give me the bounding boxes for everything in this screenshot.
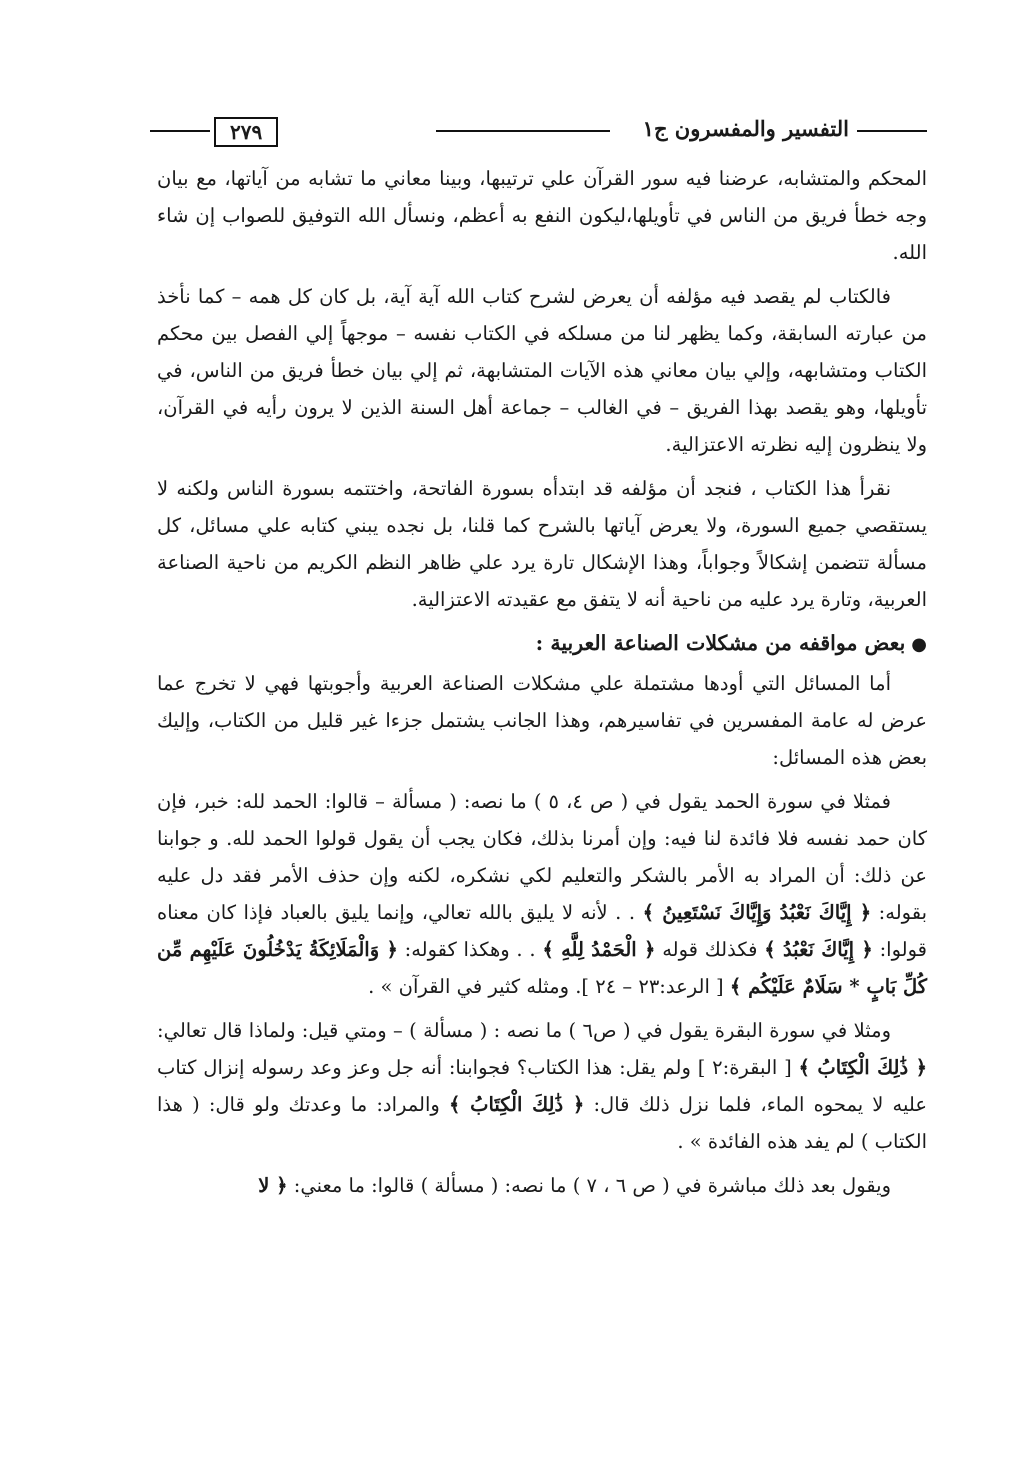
text-run: [ الرعد:٢٣ – ٢٤ ]. ومثله كثير في القرآن » . bbox=[368, 975, 730, 998]
paragraph-2: فالكتاب لم يقصد فيه مؤلفه أن يعرض لشرح كتاب الله آية آية، بل كان كل همه – كما نأخذ من عبارته السابقة، وكما يظهر لنا من مسلكه في الكتاب نفسه – موجهاً إلي الفصل بين محكم الكتاب ومتشابهه، وإلي بيان معاني هذه الآيات المتشابهة، ثم إلي بيان خطأ فريق من الناس، في تأويلها، وهو يقصد بهذا الفريق – في الغالب – جماعة أهل السنة الذين لا يرون رأيه في القرآن، ولا ينظرون إليه نظرته الاعتزالية. bbox=[157, 285, 927, 456]
quran-verse: ﴿ الْحَمْدُ لِلَّهِ ﴾ bbox=[542, 938, 656, 961]
section-heading-text: بعض مواقفه من مشكلات الصناعة العربية : bbox=[535, 631, 906, 655]
paragraph-1: المحكم والمتشابه، عرضنا فيه سور القرآن علي ترتيبها، وبينا معاني ما تشابه من آياتها، مع بيان وجه خطأ فريق من الناس في تأويلها،ليكون النفع به أعظم، ونسأل الله التوفيق للصواب إن شاء الله. bbox=[157, 167, 927, 264]
header-rule-left bbox=[150, 130, 210, 132]
bullet-icon: ● bbox=[911, 634, 927, 655]
quran-verse: ﴿ إِيَّاكَ نَعْبُدُ ﴾ bbox=[764, 938, 873, 961]
text-run: فمثلا في سورة الحمد يقول في ( ص ٤، ٥ ) ما نصه: ( مسألة – قالوا: الحمد لله: خبر، فإن كان حمد نفسه فلا فائدة لنا فيه: وإن أمرنا بذلك، فكان يجب أن يقول قولوا الحمد لله. و جوابنا عن ذلك: أن المراد به الأمر بالشكر والتعليم لكي نشكره، لكنه وإن حذف الأمر فقد دل عليه بقوله: bbox=[157, 790, 928, 924]
header-title: التفسير والمفسرون ج١ bbox=[642, 116, 849, 141]
text-run: والمراد: ما وعدتك ولو قال: ( هذا الكتاب ) لم يفد هذه الفائدة » . bbox=[157, 1093, 927, 1153]
page-number: ٢٧٩ bbox=[214, 117, 278, 147]
quran-verse: ﴿ إِيَّاكَ نَعْبُدُ وَإِيَّاكَ نَسْتَعِينُ ﴾ bbox=[642, 901, 872, 924]
quran-verse: ﴿ ذَٰلِكَ الْكِتَابُ ﴾ bbox=[798, 1056, 927, 1079]
paragraph-4: أما المسائل التي أودها مشتملة علي مشكلات الصناعة العربية وأجوبتها فهي لا تخرج عما عرض له عامة المفسرين في تفاسيرهم، وهذا الجانب يشتمل جزءا غير قليل من الكتاب، وإليك بعض هذه المسائل: bbox=[157, 672, 927, 769]
paragraph-6 bbox=[157, 1012, 927, 1160]
running-header bbox=[150, 116, 927, 150]
quran-verse: ﴿ لا bbox=[258, 1174, 288, 1197]
text-run: [ البقرة:٢ ] ولم يقل: هذا الكتاب؟ فجوابنا: أنه جل وعز وعد رسوله إنزال كتاب عليه لا يمحوه الماء، فلما نزل ذلك قال: bbox=[157, 1056, 927, 1116]
header-rule-middle bbox=[436, 130, 610, 132]
quran-verse: ﴿ وَالْمَلَائِكَةُ يَدْخُلُونَ عَلَيْهِم مِّن كُلِّ بَابٍ * سَلَامٌ عَلَيْكُم ﴾ bbox=[157, 938, 927, 998]
paragraph-3: نقرأ هذا الكتاب ، فنجد أن مؤلفه قد ابتدأه بسورة الفاتحة، واختتمه بسورة الناس ولكنه لا يستقصي جميع السورة، ولا يعرض آياتها بالشرح كما قلنا، بل نجده يبني كتابه علي مسائل، كل مسألة تتضمن إشكالاً وجواباً، وهذا الإشكال تارة يرد علي ظاهر النظم الكريم من ناحية الصناعة العربية، وتارة يرد عليه من ناحية أنه لا يتفق مع عقيدته الاعتزالية. bbox=[157, 477, 927, 611]
header-rule-right bbox=[857, 130, 927, 132]
text-run: ويقول بعد ذلك مباشرة في ( ص ٦ ، ٧ ) ما نصه: ( مسألة ) قالوا: ما معني: bbox=[287, 1174, 891, 1197]
text-run: ومثلا في سورة البقرة يقول في ( ص٦ ) ما نصه : ( مسألة ) – ومتي قيل: ولماذا قال تعالي: bbox=[157, 1019, 891, 1042]
text-run: . . لأنه لا يليق بالله تعالي، وإنما يليق بالعباد فإذا كان معناه قولوا: bbox=[157, 901, 927, 961]
section-heading bbox=[157, 625, 927, 663]
text-run: فكذلك قوله bbox=[655, 938, 765, 961]
paragraph-7 bbox=[157, 1167, 927, 1204]
paragraph-5 bbox=[157, 783, 927, 1005]
quran-verse: ﴿ ذَٰلِكَ الْكِتَابُ ﴾ bbox=[448, 1093, 585, 1116]
text-run: . . وهكذا كقوله: bbox=[397, 938, 543, 961]
page-body bbox=[157, 160, 927, 1211]
